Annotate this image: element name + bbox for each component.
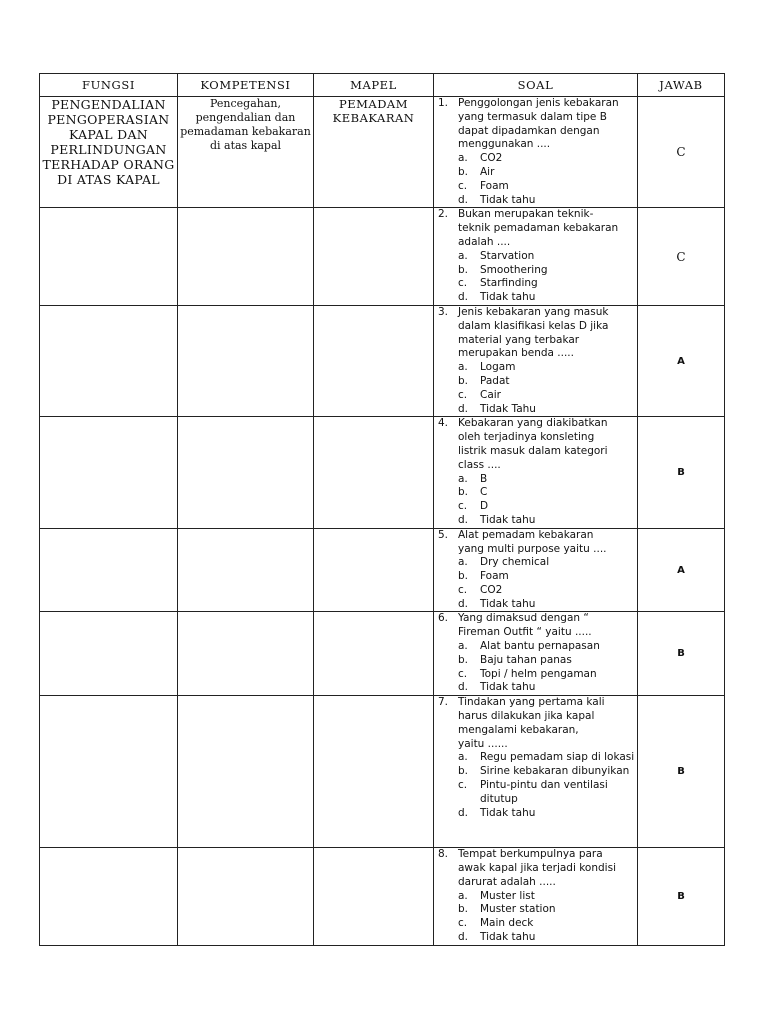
answer-option (434, 194, 637, 208)
option-text: Tidak tahu (480, 681, 536, 694)
question-rows (40, 97, 725, 946)
soal-cell (434, 208, 638, 306)
question (434, 848, 637, 889)
soal-cell (434, 97, 638, 208)
option-letter: a. (458, 751, 468, 764)
option-text: Logam (480, 361, 516, 374)
option-letter: c. (458, 388, 468, 401)
option-letter: d. (458, 597, 469, 610)
answer-option (434, 890, 637, 904)
header-kompetensi: KOMPETENSI (178, 74, 314, 97)
kompetensi-cell (178, 848, 314, 946)
option-letter: c. (458, 779, 468, 792)
answer-option (434, 903, 637, 917)
answer-option (434, 807, 637, 821)
question-text (458, 208, 637, 249)
answer-cell: C (638, 208, 725, 306)
answer-option (434, 556, 637, 570)
question-line: Bukan merupakan teknik- (458, 208, 594, 221)
soal-cell (434, 612, 638, 696)
option-text: D (480, 500, 489, 513)
answer-cell: A (638, 305, 725, 416)
question-line: yaitu ...... (458, 737, 508, 750)
table-row (40, 208, 725, 306)
soal-cell (434, 417, 638, 528)
answer-option (434, 584, 637, 598)
question-number: 8. (438, 848, 449, 861)
option-letter: b. (458, 903, 469, 916)
question (434, 417, 637, 472)
option-letter: c. (458, 917, 468, 930)
table-row (40, 97, 725, 208)
option-text: Tidak tahu (480, 291, 536, 304)
option-text: Tidak Tahu (480, 402, 536, 415)
question-line: oleh terjadinya konsleting (458, 431, 595, 444)
option-letter: b. (458, 765, 469, 778)
answer-option (434, 277, 637, 291)
answer-cell: B (638, 848, 725, 946)
option-letter: a. (458, 152, 468, 165)
answer-option (434, 166, 637, 180)
question-line: Kebakaran yang diakibatkan (458, 417, 608, 430)
question-line: harus dilakukan jika kapal (458, 710, 595, 723)
question-line: Jenis kebakaran yang masuk (458, 305, 609, 318)
question-line: mengalami kebakaran, (458, 723, 579, 736)
option-letter: d. (458, 513, 469, 526)
soal-cell (434, 696, 638, 848)
question-text (458, 306, 637, 361)
question-line: Alat pemadam kebakaran (458, 528, 594, 541)
question-text (458, 97, 637, 152)
question (434, 306, 637, 361)
kompetensi-cell (178, 612, 314, 696)
option-text: Sirine kebakaran dibunyikan (480, 765, 630, 778)
answer-option (434, 765, 637, 779)
question (434, 529, 637, 557)
kompetensi-cell (178, 528, 314, 612)
question-line: Fireman Outfit “ yaitu ..... (458, 626, 592, 639)
kompetensi-cell (178, 417, 314, 528)
question-line: yang multi purpose yaitu .... (458, 542, 607, 555)
table-row (40, 612, 725, 696)
answer-cell: B (638, 696, 725, 848)
answer-option (434, 486, 637, 500)
question-line: Tempat berkumpulnya para (458, 848, 603, 861)
answer-option (434, 361, 637, 375)
question-line: class .... (458, 458, 501, 471)
option-text: B (480, 472, 488, 485)
question-text (458, 612, 637, 640)
fungsi-cell (40, 612, 178, 696)
kompetensi-cell (178, 305, 314, 416)
option-text: CO2 (480, 583, 503, 596)
option-letter: a. (458, 361, 468, 374)
question-line: dapat dipadamkan dengan (458, 124, 600, 137)
table-row (40, 696, 725, 848)
option-letter: c. (458, 179, 468, 192)
question-text (458, 529, 637, 557)
answer-cell: B (638, 417, 725, 528)
option-text: Topi / helm pengaman (480, 667, 597, 680)
answer-cell: A (638, 528, 725, 612)
option-letter: d. (458, 931, 469, 944)
answer-option (434, 570, 637, 584)
option-letter: a. (458, 556, 468, 569)
fungsi-cell (40, 208, 178, 306)
option-text: Smoothering (480, 263, 548, 276)
answer-option (434, 389, 637, 403)
answer-option (434, 598, 637, 612)
mapel-cell (314, 696, 434, 848)
answer-option (434, 180, 637, 194)
question-number: 3. (438, 305, 449, 318)
option-text: Dry chemical (480, 556, 550, 569)
question-line: merupakan benda ..... (458, 347, 574, 360)
question (434, 208, 637, 249)
option-letter: c. (458, 583, 468, 596)
header-mapel: MAPEL (314, 74, 434, 97)
option-letter: b. (458, 263, 469, 276)
mapel-cell (314, 848, 434, 946)
soal-cell (434, 305, 638, 416)
answer-option (434, 654, 637, 668)
answer-option (434, 917, 637, 931)
option-text: Tidak tahu (480, 806, 536, 819)
option-text: CO2 (480, 152, 503, 165)
option-text: Tidak tahu (480, 513, 536, 526)
answer-option (434, 779, 637, 807)
option-text: Cair (480, 388, 501, 401)
header-row (40, 74, 725, 97)
question-line: Yang dimaksud dengan “ (458, 612, 589, 625)
question-number: 6. (438, 612, 449, 625)
question-line: adalah .... (458, 235, 511, 248)
option-text: Tidak tahu (480, 597, 536, 610)
mapel-cell (314, 528, 434, 612)
question-line: Tindakan yang pertama kali (458, 696, 605, 709)
answer-option (434, 640, 637, 654)
answer-option (434, 931, 637, 945)
question-line: dalam klasifikasi kelas D jika (458, 319, 609, 332)
table-row (40, 305, 725, 416)
mapel-cell (314, 208, 434, 306)
option-text: Starfinding (480, 277, 538, 290)
question-line: listrik masuk dalam kategori (458, 444, 608, 457)
option-letter: d. (458, 681, 469, 694)
mapel-cell: PEMADAM KEBAKARAN (314, 97, 434, 208)
kompetensi-cell (178, 208, 314, 306)
fungsi-cell (40, 848, 178, 946)
mapel-cell (314, 305, 434, 416)
answer-option (434, 375, 637, 389)
question-line: awak kapal jika terjadi kondisi (458, 862, 616, 875)
question-line: menggunakan .... (458, 138, 551, 151)
question-number: 2. (438, 208, 449, 221)
question-text (458, 696, 637, 751)
option-text: Main deck (480, 917, 534, 930)
question-table (39, 73, 725, 946)
option-letter: a. (458, 472, 468, 485)
answer-option (434, 473, 637, 487)
question-text (458, 417, 637, 472)
option-letter: b. (458, 653, 469, 666)
question-number: 4. (438, 417, 449, 430)
question-line: yang termasuk dalam tipe B (458, 110, 607, 123)
question (434, 612, 637, 640)
fungsi-cell (40, 696, 178, 848)
answer-cell: B (638, 612, 725, 696)
option-letter: b. (458, 165, 469, 178)
header-soal: SOAL (434, 74, 638, 97)
table-row (40, 417, 725, 528)
option-text: Muster list (480, 889, 535, 902)
option-letter: d. (458, 402, 469, 415)
option-text: Air (480, 165, 495, 178)
question-number: 1. (438, 97, 449, 109)
mapel-cell (314, 612, 434, 696)
option-text: Tidak tahu (480, 193, 536, 206)
soal-cell (434, 528, 638, 612)
option-letter: d. (458, 193, 469, 206)
question-line: teknik pemadaman kebakaran (458, 222, 619, 235)
fungsi-cell: PENGENDALIAN PENGOPERASIAN KAPAL DAN PERLINDUNGAN TERHADAP ORANG DI ATAS KAPAL (40, 97, 178, 208)
fungsi-cell (40, 305, 178, 416)
question-text (458, 848, 637, 889)
answer-option (434, 152, 637, 166)
option-text: Foam (480, 570, 509, 583)
option-text: Muster station (480, 903, 556, 916)
answer-option (434, 500, 637, 514)
option-letter: d. (458, 291, 469, 304)
answer-option (434, 681, 637, 695)
option-text: Baju tahan panas (480, 653, 572, 666)
mapel-cell (314, 417, 434, 528)
option-letter: a. (458, 249, 468, 262)
answer-option (434, 514, 637, 528)
answer-option (434, 264, 637, 278)
answer-option (434, 668, 637, 682)
option-letter: d. (458, 806, 469, 819)
answer-option (434, 403, 637, 417)
option-text: Padat (480, 374, 510, 387)
question-line: material yang terbakar (458, 333, 580, 346)
option-text: Alat bantu pernapasan (480, 640, 600, 653)
soal-cell (434, 848, 638, 946)
answer-option (434, 250, 637, 264)
option-text: Pintu-pintu dan ventilasi ditutup (480, 779, 608, 805)
question-number: 5. (438, 528, 449, 541)
answer-option (434, 291, 637, 305)
kompetensi-cell (178, 696, 314, 848)
fungsi-cell (40, 528, 178, 612)
option-letter: a. (458, 889, 468, 902)
option-text: C (480, 486, 488, 499)
question (434, 696, 637, 751)
answer-cell: C (638, 97, 725, 208)
option-letter: c. (458, 667, 468, 680)
kompetensi-cell: Pencegahan, pengendalian dan pemadaman kebakaran di atas kapal (178, 97, 314, 208)
answer-option (434, 751, 637, 765)
header-jawab: JAWAB (638, 74, 725, 97)
option-letter: c. (458, 500, 468, 513)
fungsi-cell (40, 417, 178, 528)
option-text: Tidak tahu (480, 931, 536, 944)
option-text: Starvation (480, 249, 535, 262)
option-letter: b. (458, 374, 469, 387)
question-line: darurat adalah ..... (458, 875, 556, 888)
option-text: Regu pemadam siap di lokasi (480, 751, 635, 764)
question-number: 7. (438, 696, 449, 709)
option-text: Foam (480, 179, 509, 192)
option-letter: b. (458, 570, 469, 583)
header-fungsi: FUNGSI (40, 74, 178, 97)
table-row (40, 528, 725, 612)
question-line: Penggolongan jenis kebakaran (458, 97, 619, 109)
table-row (40, 848, 725, 946)
question (434, 97, 637, 152)
option-letter: c. (458, 277, 468, 290)
option-letter: a. (458, 640, 468, 653)
option-letter: b. (458, 486, 469, 499)
